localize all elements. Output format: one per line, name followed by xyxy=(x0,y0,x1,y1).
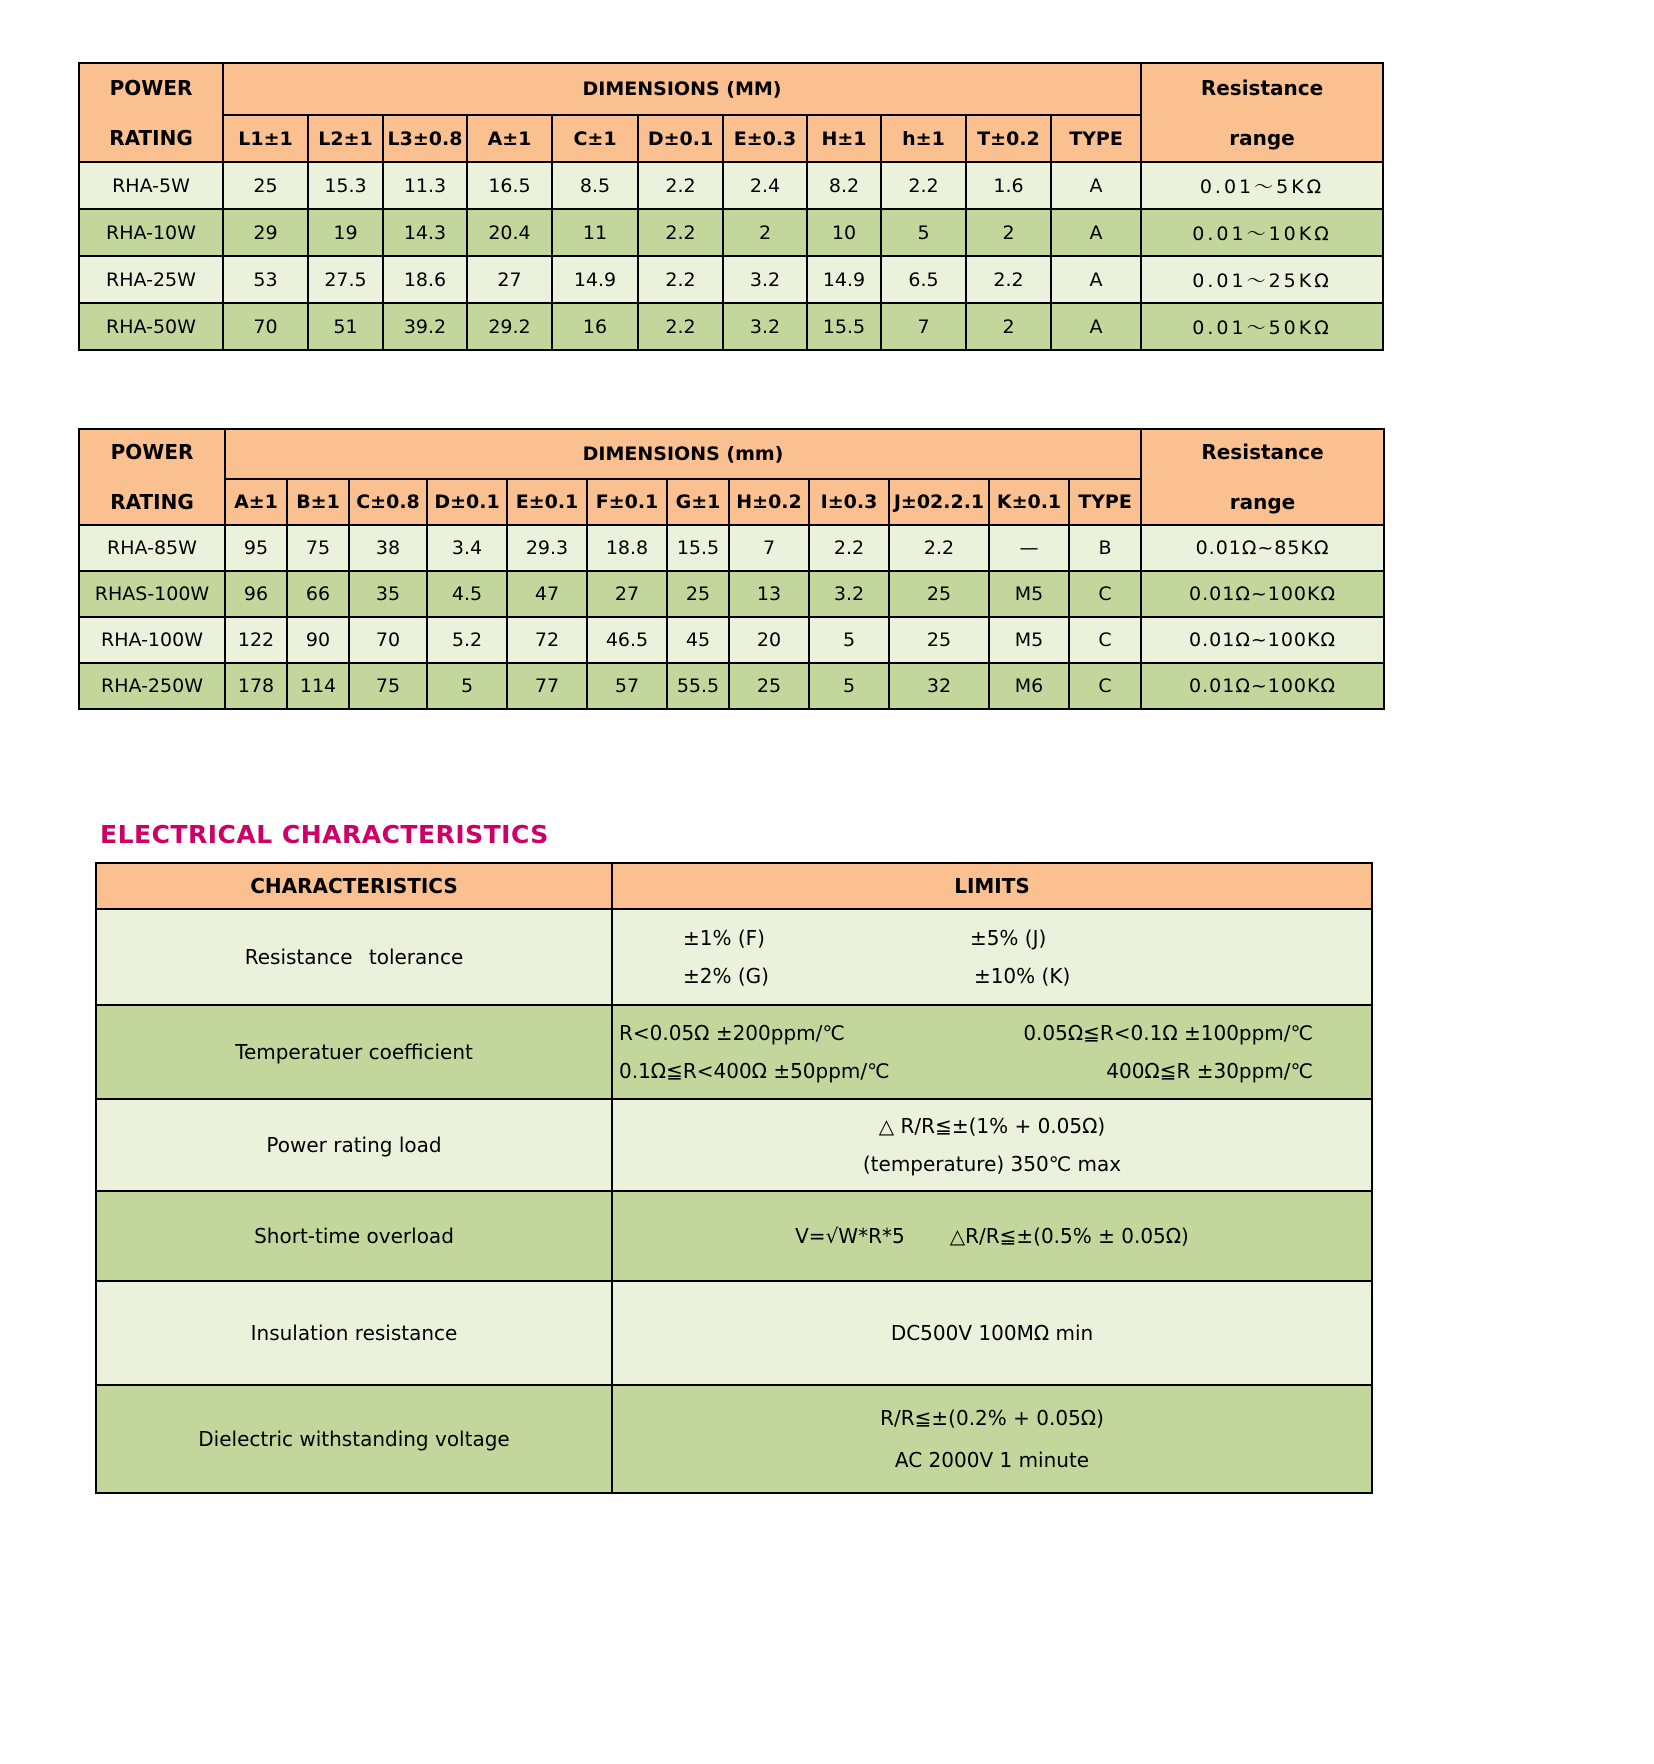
dimensions-table-type-a xyxy=(78,62,1384,351)
type-cell: C xyxy=(1069,617,1141,663)
dim-cell: 18.8 xyxy=(587,525,667,571)
type-cell: C xyxy=(1069,663,1141,709)
resistance-range-cell: 0.01Ω~100KΩ xyxy=(1141,663,1384,709)
dim-cell: 35 xyxy=(349,571,427,617)
dim-cell: 70 xyxy=(349,617,427,663)
limit-value: ±1% (F) xyxy=(683,925,765,950)
dim-cell: 14.3 xyxy=(383,209,467,256)
column-header: I±0.3 xyxy=(809,479,889,525)
characteristic-label: Insulation resistance xyxy=(96,1281,612,1385)
dim-cell: 75 xyxy=(287,525,349,571)
dim-cell: 27 xyxy=(467,256,552,303)
dim-cell: 2.2 xyxy=(638,209,723,256)
dim-cell: 5.2 xyxy=(427,617,507,663)
dim-cell: 14.9 xyxy=(807,256,881,303)
type-cell: A xyxy=(1051,303,1141,350)
power-rating-cell: RHA-100W xyxy=(79,617,225,663)
dim-cell: 178 xyxy=(225,663,287,709)
dim-cell: 18.6 xyxy=(383,256,467,303)
column-header: L1±1 xyxy=(223,115,308,162)
column-header: H±0.2 xyxy=(729,479,809,525)
limit-value: 0.05Ω≦R<0.1Ω ±100ppm/℃ xyxy=(1023,1021,1313,1045)
power-rating-header xyxy=(79,63,223,162)
limits-cell xyxy=(612,1281,1372,1385)
limit-line: AC 2000V 1 minute xyxy=(894,1448,1090,1473)
table-row xyxy=(96,1281,1372,1385)
dim-cell: 2.4 xyxy=(723,162,807,209)
characteristic-label: Resistance tolerance xyxy=(96,909,612,1005)
limit-line: (temperature) 350℃ max xyxy=(862,1151,1122,1176)
dim-cell: 1.6 xyxy=(966,162,1051,209)
dim-cell: M6 xyxy=(989,663,1069,709)
dim-cell: 25 xyxy=(889,571,989,617)
dim-cell: 7 xyxy=(729,525,809,571)
dimensions-header: DIMENSIONS (mm) xyxy=(225,429,1141,479)
resistance-range-cell: 0.01Ω~100KΩ xyxy=(1141,617,1384,663)
dim-cell: — xyxy=(989,525,1069,571)
type-cell: B xyxy=(1069,525,1141,571)
table-row xyxy=(79,525,1384,571)
column-header: TYPE xyxy=(1069,479,1141,525)
electrical-characteristics-heading: ELECTRICAL CHARACTERISTICS xyxy=(100,820,549,849)
resistance-range-cell: 0.01～10KΩ xyxy=(1141,209,1383,256)
limit-line xyxy=(613,964,1371,988)
dim-cell: 16.5 xyxy=(467,162,552,209)
dim-cell: 53 xyxy=(223,256,308,303)
power-rating-cell: RHA-10W xyxy=(79,209,223,256)
column-header: B±1 xyxy=(287,479,349,525)
dim-cell: 2.2 xyxy=(638,256,723,303)
column-header: A±1 xyxy=(225,479,287,525)
column-header: H±1 xyxy=(807,115,881,162)
dim-cell: 11 xyxy=(552,209,638,256)
limit-value: ±5% (J) xyxy=(969,925,1047,950)
resistance-range-header xyxy=(1141,429,1384,525)
type-cell: A xyxy=(1051,256,1141,303)
limit-line xyxy=(613,1059,1371,1083)
dim-cell: 25 xyxy=(223,162,308,209)
resistance-range-cell: 0.01Ω~85KΩ xyxy=(1141,525,1384,571)
table-row xyxy=(79,256,1383,303)
dim-cell: M5 xyxy=(989,571,1069,617)
characteristic-label: Dielectric withstanding voltage xyxy=(96,1385,612,1493)
table-row xyxy=(79,617,1384,663)
table-row xyxy=(79,571,1384,617)
resistance-range-cell: 0.01Ω~100KΩ xyxy=(1141,571,1384,617)
column-header: D±0.1 xyxy=(638,115,723,162)
dim-cell: 19 xyxy=(308,209,383,256)
table-row xyxy=(79,162,1383,209)
table-row xyxy=(79,209,1383,256)
power-rating-header-line1: POWER xyxy=(109,75,193,100)
dim-cell: 57 xyxy=(587,663,667,709)
dim-cell: 3.2 xyxy=(723,256,807,303)
dim-cell: 7 xyxy=(881,303,966,350)
dim-cell: 5 xyxy=(427,663,507,709)
dim-cell: M5 xyxy=(989,617,1069,663)
characteristics-header: CHARACTERISTICS xyxy=(96,863,612,909)
dim-cell: 3.4 xyxy=(427,525,507,571)
limit-value: ±2% (G) xyxy=(683,964,769,989)
dim-cell: 14.9 xyxy=(552,256,638,303)
limits-cell xyxy=(612,1005,1372,1099)
power-rating-header xyxy=(79,429,225,525)
table-row xyxy=(79,303,1383,350)
dim-cell: 5 xyxy=(881,209,966,256)
limit-value: △R/R≦±(0.5% ± 0.05Ω) xyxy=(949,1224,1189,1248)
dim-cell: 66 xyxy=(287,571,349,617)
type-cell: A xyxy=(1051,209,1141,256)
limit-value: 0.1Ω≦R<400Ω ±50ppm/℃ xyxy=(619,1059,890,1083)
dim-cell: 45 xyxy=(667,617,729,663)
dim-cell: 2.2 xyxy=(966,256,1051,303)
dim-cell: 2.2 xyxy=(638,303,723,350)
resistance-header-line1: Resistance xyxy=(1200,75,1324,100)
dim-cell: 77 xyxy=(507,663,587,709)
dim-cell: 72 xyxy=(507,617,587,663)
dim-cell: 95 xyxy=(225,525,287,571)
table-row xyxy=(96,909,1372,1005)
dim-cell: 2 xyxy=(723,209,807,256)
limits-cell xyxy=(612,1191,1372,1281)
power-rating-cell: RHA-5W xyxy=(79,162,223,209)
dim-cell: 13 xyxy=(729,571,809,617)
dim-cell: 29.2 xyxy=(467,303,552,350)
power-rating-cell: RHA-85W xyxy=(79,525,225,571)
dim-cell: 55.5 xyxy=(667,663,729,709)
column-header: L2±1 xyxy=(308,115,383,162)
dim-cell: 70 xyxy=(223,303,308,350)
dim-cell: 25 xyxy=(729,663,809,709)
dimensions-header: DIMENSIONS (MM) xyxy=(223,63,1141,115)
dim-cell: 3.2 xyxy=(723,303,807,350)
characteristic-label: Power rating load xyxy=(96,1099,612,1191)
table-row xyxy=(96,1191,1372,1281)
dim-cell: 2.2 xyxy=(809,525,889,571)
dim-cell: 2.2 xyxy=(638,162,723,209)
limit-value: 400Ω≦R ±30ppm/℃ xyxy=(1106,1059,1313,1083)
column-header: E±0.1 xyxy=(507,479,587,525)
dim-cell: 29 xyxy=(223,209,308,256)
dim-cell: 2 xyxy=(966,303,1051,350)
dim-cell: 29.3 xyxy=(507,525,587,571)
dim-cell: 5 xyxy=(809,617,889,663)
limit-line: R/R≦±(0.2% + 0.05Ω) xyxy=(880,1405,1104,1430)
limits-header: LIMITS xyxy=(612,863,1372,909)
table-row xyxy=(96,1005,1372,1099)
dim-cell: 25 xyxy=(889,617,989,663)
dim-cell: 4.5 xyxy=(427,571,507,617)
dim-cell: 3.2 xyxy=(809,571,889,617)
dim-cell: 90 xyxy=(287,617,349,663)
dim-cell: 16 xyxy=(552,303,638,350)
dim-cell: 20.4 xyxy=(467,209,552,256)
limit-value: ±10% (K) xyxy=(973,964,1071,989)
table-row xyxy=(96,1099,1372,1191)
power-rating-cell: RHA-50W xyxy=(79,303,223,350)
dim-cell: 75 xyxy=(349,663,427,709)
column-header: TYPE xyxy=(1051,115,1141,162)
column-header: K±0.1 xyxy=(989,479,1069,525)
power-rating-cell: RHA-25W xyxy=(79,256,223,303)
resistance-header-line2: range xyxy=(1229,490,1296,514)
dim-cell: 38 xyxy=(349,525,427,571)
dim-cell: 2 xyxy=(966,209,1051,256)
dim-cell: 6.5 xyxy=(881,256,966,303)
dim-cell: 15.5 xyxy=(807,303,881,350)
dim-cell: 8.2 xyxy=(807,162,881,209)
resistance-range-header xyxy=(1141,63,1383,162)
dim-cell: 5 xyxy=(809,663,889,709)
limits-cell xyxy=(612,1099,1372,1191)
dim-cell: 46.5 xyxy=(587,617,667,663)
power-rating-header-line2: RATING xyxy=(109,125,193,150)
dim-cell: 20 xyxy=(729,617,809,663)
dim-cell: 47 xyxy=(507,571,587,617)
dim-cell: 2.2 xyxy=(889,525,989,571)
characteristic-label: Temperatuer coefficient xyxy=(96,1005,612,1099)
table-row xyxy=(96,1385,1372,1493)
type-cell: A xyxy=(1051,162,1141,209)
dim-cell: 10 xyxy=(807,209,881,256)
power-rating-cell: RHA-250W xyxy=(79,663,225,709)
resistance-header-line1: Resistance xyxy=(1201,440,1324,464)
column-header: A±1 xyxy=(467,115,552,162)
characteristic-label: Short-time overload xyxy=(96,1191,612,1281)
column-header: T±0.2 xyxy=(966,115,1051,162)
electrical-characteristics-table xyxy=(95,862,1373,1494)
column-header: L3±0.8 xyxy=(383,115,467,162)
limit-line xyxy=(613,926,1371,950)
limit-value: R<0.05Ω ±200ppm/℃ xyxy=(619,1021,845,1045)
limit-line: △ R/R≦±(1% + 0.05Ω) xyxy=(878,1114,1106,1139)
table-row xyxy=(79,663,1384,709)
column-header: J±02.2.1 xyxy=(889,479,989,525)
dim-cell: 122 xyxy=(225,617,287,663)
limit-line xyxy=(613,1021,1371,1045)
column-header: D±0.1 xyxy=(427,479,507,525)
power-rating-cell: RHAS-100W xyxy=(79,571,225,617)
limit-line xyxy=(613,1224,1371,1248)
resistance-range-cell: 0.01～5KΩ xyxy=(1141,162,1383,209)
dim-cell: 8.5 xyxy=(552,162,638,209)
resistance-range-cell: 0.01～25KΩ xyxy=(1141,256,1383,303)
dimensions-table-type-bc xyxy=(78,428,1385,710)
limit-value: V=√W*R*5 xyxy=(795,1224,905,1248)
dim-cell: 32 xyxy=(889,663,989,709)
dim-cell: 96 xyxy=(225,571,287,617)
resistance-header-line2: range xyxy=(1229,125,1295,150)
resistance-range-cell: 0.01～50KΩ xyxy=(1141,303,1383,350)
column-header: F±0.1 xyxy=(587,479,667,525)
column-header: E±0.3 xyxy=(723,115,807,162)
dim-cell: 25 xyxy=(667,571,729,617)
dim-cell: 114 xyxy=(287,663,349,709)
column-header: C±1 xyxy=(552,115,638,162)
column-header: G±1 xyxy=(667,479,729,525)
limits-cell xyxy=(612,909,1372,1005)
limit-line: DC500V 100MΩ min xyxy=(890,1321,1094,1345)
column-header: C±0.8 xyxy=(349,479,427,525)
dim-cell: 15.5 xyxy=(667,525,729,571)
dim-cell: 27 xyxy=(587,571,667,617)
dim-cell: 2.2 xyxy=(881,162,966,209)
dim-cell: 27.5 xyxy=(308,256,383,303)
power-rating-header-line2: RATING xyxy=(110,490,194,514)
dim-cell: 51 xyxy=(308,303,383,350)
dim-cell: 15.3 xyxy=(308,162,383,209)
type-cell: C xyxy=(1069,571,1141,617)
limits-cell xyxy=(612,1385,1372,1493)
dim-cell: 39.2 xyxy=(383,303,467,350)
dim-cell: 11.3 xyxy=(383,162,467,209)
column-header: h±1 xyxy=(881,115,966,162)
power-rating-header-line1: POWER xyxy=(110,440,194,464)
